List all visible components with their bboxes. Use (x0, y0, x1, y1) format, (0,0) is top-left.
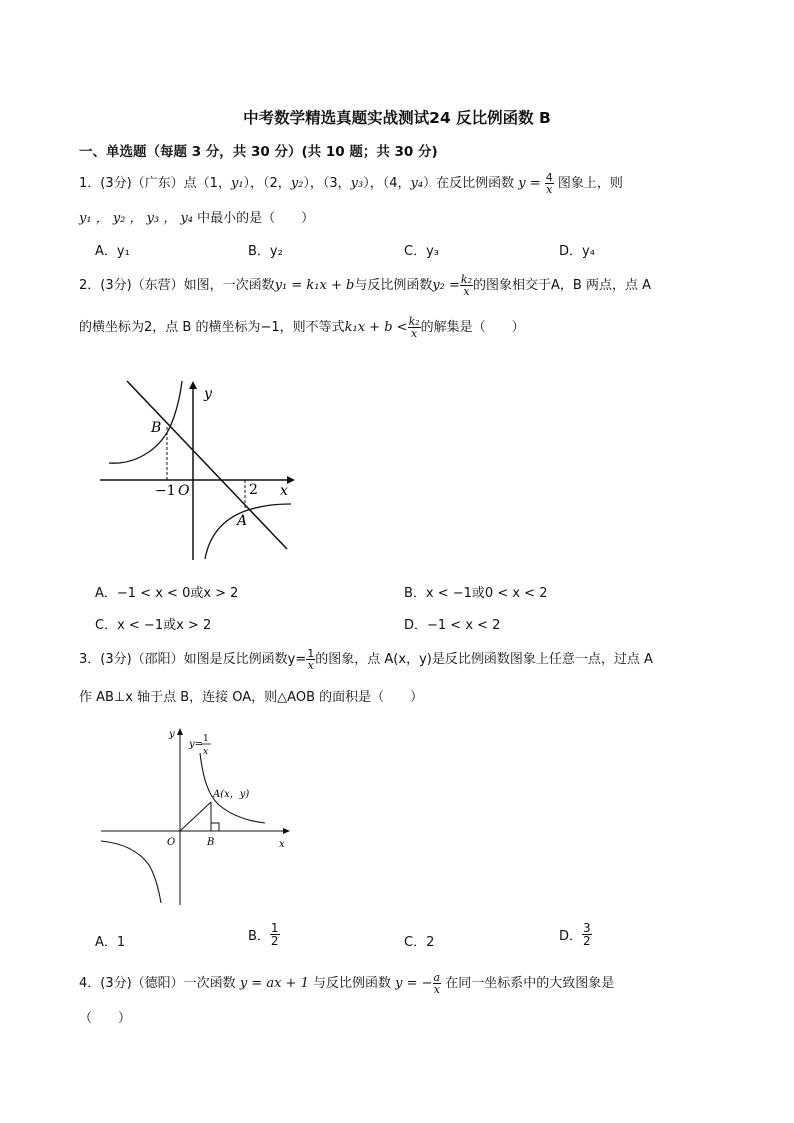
section-heading: 一、单选题（每题 3 分，共 30 分）(共 10 题；共 30 分) (79, 144, 438, 160)
q2-label-x: x (280, 483, 288, 499)
q1-prefix: 1．(3分)（广东）点（1， (79, 176, 231, 191)
q2-option-c[interactable]: C．x < −1或x > 2 (95, 618, 212, 633)
question-2-line-2: 的横坐标为2，点 B 的横坐标为−1，则不等式k₁x + b < $\frac{\text{k₂}}{x}$ 的解集是（ ） (79, 315, 525, 340)
question-1-line-1 (79, 172, 623, 195)
q2-inequality: k₁x + b < (344, 320, 408, 335)
q1-y1: y₁ (230, 176, 244, 191)
q2-option-a[interactable]: A．−1 < x < 0或x > 2 (95, 586, 239, 601)
q2-function-graph (95, 375, 300, 565)
q2-label-a: A (237, 513, 248, 529)
q3-label-func-num: 1 (203, 734, 209, 744)
q1-option-b[interactable]: B．y₂ (248, 244, 283, 259)
q2-label-y: y (204, 386, 212, 402)
q3-label-y: y (169, 729, 175, 740)
q2-linear-line (127, 381, 287, 549)
q3-label-b: B (207, 837, 215, 848)
question-3-line-2: 作 AB⊥x 轴于点 B，连接 OA，则△AOB 的面积是（ ） (79, 690, 424, 705)
q2-label-2: 2 (249, 482, 258, 498)
q3-label-func: y= (189, 739, 204, 750)
q1-sep3: ），（4， (363, 176, 411, 191)
q3-label-x: x (279, 839, 285, 850)
q3-x-arrow (283, 828, 290, 834)
q2-label-neg1: −1 (155, 483, 176, 499)
q4-linear-func: y = ax + 1 (239, 976, 309, 991)
q1-sep4: ）在反比例函数 (423, 176, 515, 191)
q2-x-arrow (287, 476, 295, 484)
q1-func-fraction: $\frac{4}{x}$ (545, 171, 553, 196)
q2-label-o: O (178, 483, 190, 499)
q2-y-arrow (189, 381, 197, 389)
q3-segment-oa (180, 802, 211, 831)
q2-hyperbola-upper-left (109, 381, 182, 463)
q3-label-a: A(x，y) (213, 789, 250, 800)
q4-fraction: $\frac{a}{x}$ (433, 971, 441, 996)
q1-suffix: 图象上，则 (557, 176, 623, 191)
question-3-line-1: 3．(3分)（邵阳）如图是反比例函数y= $\frac{1}{x}$ 的图象，点 A(x，y)是反比例函数图象上任意一点，过点 A (79, 647, 653, 672)
q3-label-func-den: x (203, 747, 209, 757)
q2-option-b[interactable]: B．x < −1或0 < x < 2 (404, 586, 548, 601)
q3-right-angle (211, 823, 219, 831)
q3-hyperbola-q3 (101, 841, 161, 903)
q2-hyperbola-lower-right (205, 504, 291, 559)
q3-fraction: $\frac{1}{x}$ (307, 647, 315, 672)
q2-inverse-func: y₂ = (432, 278, 460, 293)
q2-k2-fraction: $\frac{\text{k₂}}{x}$ (460, 273, 472, 298)
q3-option-c[interactable]: C．2 (404, 935, 435, 950)
q2-label-b: B (151, 420, 162, 436)
q3-hyperbola-q1 (200, 753, 265, 823)
q3-y-arrow (177, 728, 183, 735)
q1-option-a[interactable]: A．y₁ (95, 244, 130, 259)
q2-linear-func: y₁ = k₁x + b (274, 278, 355, 293)
question-4-line-1: 4．(3分)（德阳）一次函数 y = ax + 1 与反比例函数 y = − $\frac{a}{x}$ 在同一坐标系中的大致图象是 (79, 971, 615, 996)
question-1-line-2 (79, 207, 314, 226)
q1-y4: y₄ (410, 176, 424, 191)
q3-option-a[interactable]: A．1 (95, 935, 126, 950)
q2-option-d[interactable]: D．−1 < x < 2 (404, 618, 501, 633)
q1-option-d[interactable]: D．y₄ (559, 244, 595, 259)
q3-label-o: O (167, 837, 176, 848)
q1-option-c[interactable]: C．y₃ (404, 244, 439, 259)
q2-ineq-fraction: $\frac{\text{k₂}}{x}$ (408, 315, 420, 340)
q3-option-d[interactable]: D． $\frac{3}{2}$ (559, 921, 591, 948)
question-4-line-2: （ ） (79, 1011, 132, 1026)
q3-option-b[interactable]: B． $\frac{1}{2}$ (248, 921, 279, 948)
question-2-line-1: 2．(3分)（东营）如图，一次函数y₁ = k₁x + b与反比例函数y₂ = $\frac{\text{k₂}}{x}$ 的图象相交于A，B 两点，点 A (79, 273, 651, 298)
page-title: 中考数学精选真题实战测试24 反比例函数 B (243, 109, 551, 127)
q1-tail: 中最小的是（ ） (197, 211, 315, 226)
q1-y3: y₃ (350, 176, 364, 191)
q1-func-lhs: y = (518, 176, 541, 191)
q3-function-graph (97, 723, 297, 908)
q1-sep1: ），（2， (243, 176, 291, 191)
q1-sep2: ），（3， (303, 176, 351, 191)
q1-y2: y₂ (290, 176, 304, 191)
q4-inverse-func: y = − (395, 976, 433, 991)
q1-vars: y₁ ， y₂ ， y₃ ， y₄ (79, 211, 194, 226)
